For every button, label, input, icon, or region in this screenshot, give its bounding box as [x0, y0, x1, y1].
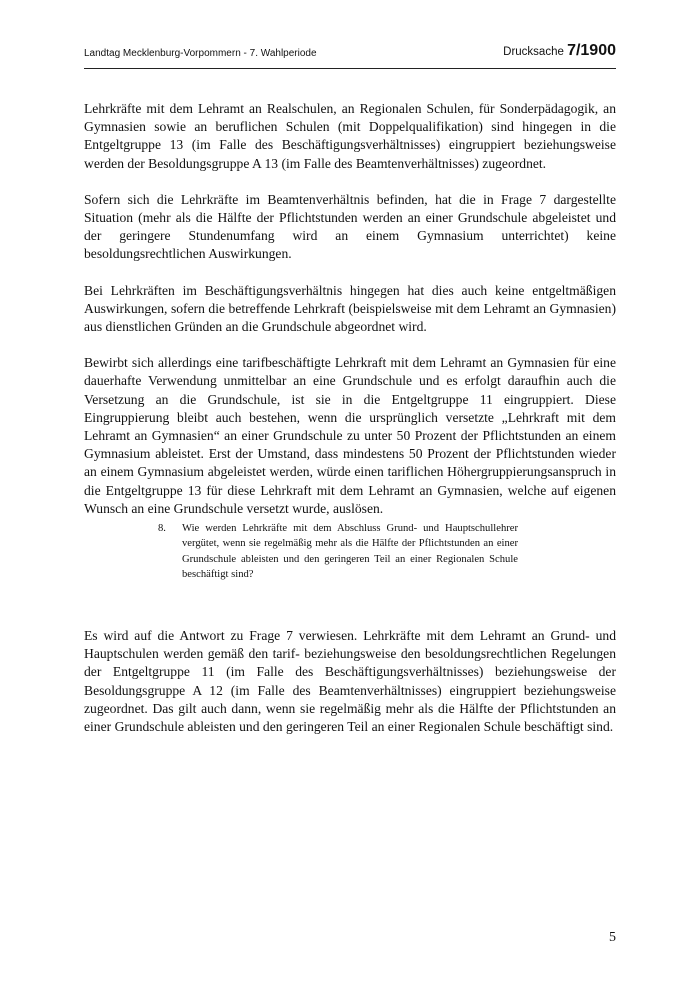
answer-block	[84, 627, 616, 736]
paragraph: Bewirbt sich allerdings eine tarifbeschäftigte Lehrkraft mit dem Lehramt an Gymnasien für eine dauerhafte Verwendung unmittelbar an eine Grundschule und es erfolgt daraufhin auch die Versetzung an die Grundschule, ist sie in die Entgeltgruppe 11 eingruppiert. Diese Eingruppierung bleibt auch bestehen, wenn die ursprünglich versetzte „Lehrkraft mit dem Lehramt an Gymnasien“ an einer Grundschule zu unter 50 Prozent der Pflichtstunden an einem Gymnasium ableistet. Erst der Umstand, dass mindestens 50 Prozent der Pflichtstunden wieder an einem Gymnasium abgeleistet werden, würde einen tariflichen Höhergruppierungsanspruch in die Entgeltgruppe 13 für diese Lehrkraft mit dem Lehramt an Gymnasien, welche auf eigenen Wunsch an eine Grundschule versetzt wurde, auslösen.	[84, 355, 616, 516]
page-header	[84, 40, 616, 69]
body-text	[84, 100, 616, 536]
question-block	[158, 521, 518, 583]
parliament-label: Landtag Mecklenburg-Vorpommern - 7. Wahlperiode	[84, 48, 317, 59]
document-number-label: Drucksache	[503, 46, 568, 58]
paragraph: Bei Lehrkräften im Beschäftigungsverhältnis hingegen hat dies auch keine entgeltmäßigen Auswirkungen, sofern die betreffende Lehrkraft (beispielsweise mit dem Lehramt an Gymnasien) aus dienstlichen Gründen an die Grundschule abgeordnet wird.	[84, 282, 616, 335]
answer-text: Es wird auf die Antwort zu Frage 7 verwiesen. Lehrkräfte mit dem Lehramt an Grund- und Hauptschulen werden gemäß den tarif- beziehungsweise den besoldungsrechtlichen Regelungen der Entgeltgruppe 11 (im Falle des Beschäftigungsverhältnisses) beziehungsweise der Besoldungsgruppe A 12 (im Falle des Beamtenverhältnisses) eingruppiert beziehungsweise zugeordnet. Das gilt auch dann, wenn sie regelmäßig mehr als die Hälfte der Pflichtstunden an einer Grundschule ableisten und den geringeren Teil an einer Regionalen Schule beschäftigt sind.	[84, 628, 616, 735]
document-number	[503, 42, 616, 60]
page-number: 5	[609, 930, 616, 945]
question-text: Wie werden Lehrkräfte mit dem Abschluss Grund- und Hauptschullehrer vergütet, wenn sie regelmäßig mehr als die Hälfte der Pflichtstunden an einer Grundschule ableisten und den geringeren Teil an einer Regionalen Schule beschäftigt sind?	[182, 523, 518, 581]
document-number-value: 7/1900	[567, 42, 616, 59]
paragraph: Lehrkräfte mit dem Lehramt an Realschulen, an Regionalen Schulen, für Sonderpädagogik, an Gymnasien sowie an beruflichen Schulen (mit Doppelqualifikation) sind hingegen in die Entgeltgruppe 13 (im Falle des Beschäftigungsverhältnisses) eingruppiert beziehungsweise werden der Besoldungsgruppe A 13 (im Falle des Beamtenverhältnisses) zugeordnet.	[84, 101, 616, 171]
paragraph: Sofern sich die Lehrkräfte im Beamtenverhältnis befinden, hat die in Frage 7 dargestellte Situation (mehr als die Hälfte der Pflichtstunden werden an einer Grundschule abgeleistet und der geringere Stundenumfang wird an einem Gymnasium unterrichtet) keine besoldungsrechtlichen Auswirkungen.	[84, 191, 616, 262]
question-number: 8.	[158, 523, 166, 534]
